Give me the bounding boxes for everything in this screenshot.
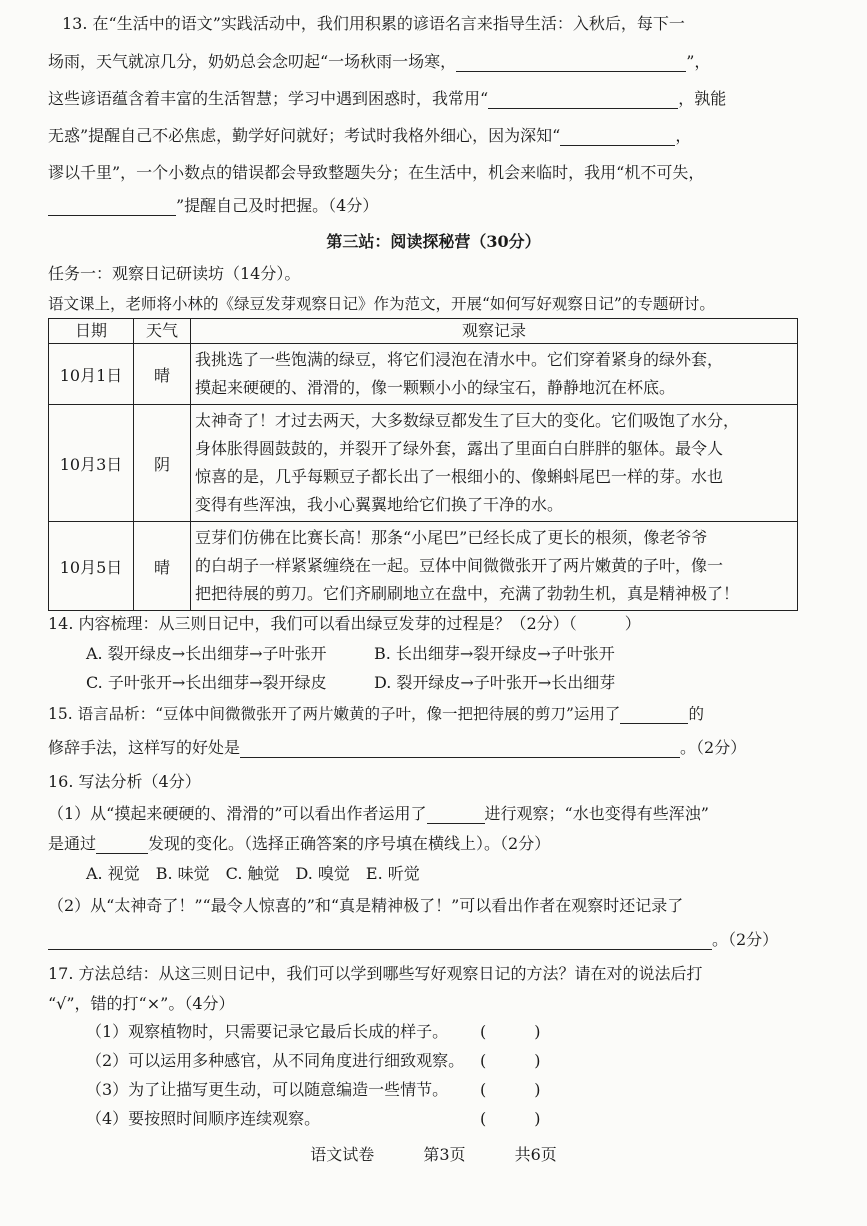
footer-page: 第3页 [423, 1145, 466, 1164]
q13-line5: 谬以千里”，一个小数点的错误都会导致整题失分；在生活中，机会来临时，我用“机不可失， [48, 163, 705, 182]
row-record: 太神奇了！才过去两天，大多数绿豆都发生了巨大的变化。它们吸饱了水分， 身体胀得圆鼓鼓的，并裂开了绿外套，露出了里面白白胖胖的躯体。最令人 惊喜的是，几乎每颗豆子都长出了一根细小的、像蝌蚪尾巴一样的芽。水也 变得有些浑浊，我小心翼翼地给它们换了干净的水。 [191, 405, 798, 522]
footer-subject: 语文试卷 [310, 1145, 375, 1164]
q17-item-1: （1）观察植物时，只需要记录它最后长成的样子。 [86, 1022, 449, 1041]
page-footer [0, 1142, 867, 1165]
q14-option-d[interactable]: D. 裂开绿皮→子叶张开→长出细芽 [374, 673, 616, 692]
footer-total: 共6页 [514, 1145, 557, 1164]
q16-part1-line2: 是通过 发现的变化。（选择正确答案的序号填在横线上）。（2分） [48, 834, 551, 853]
row-record: 豆芽们仿佛在比赛长高！那条“小尾巴”已经长成了更长的根须，像老爷爷 的白胡子一样紧紧缠绕在一起。豆体中间微微张开了两片嫩黄的子叶，像一 把把待展的剪刀。它们齐刷刷地立在盘中，充满了勃勃生机，真是精神极了！ [191, 522, 798, 611]
q13-line2: 场雨，天气就凉几分，奶奶总会念叨起“一场秋雨一场寒， ”， [48, 52, 711, 71]
q13-line3: 这些谚语蕴含着丰富的生活智慧；学习中遇到困惑时，我常用“ ，孰能 [48, 89, 727, 108]
observation-table [48, 318, 798, 611]
q17-answer-2[interactable]: ( ) [480, 1051, 541, 1070]
q13-blank-2[interactable] [488, 92, 678, 109]
q16-part2-answer: 。（2分） [48, 930, 778, 950]
q17-answer-3[interactable]: ( ) [480, 1080, 541, 1099]
q17-line2: “√”，错的打“×”。（4分） [48, 994, 235, 1013]
q14-stem: 14. 内容梳理：从三则日记中，我们可以看出绿豆发芽的过程是？（2分）（ ） [48, 614, 641, 633]
q13-line4: 无惑”提醒自己不必焦虑，勤学好问就好；考试时我格外细心，因为深知“ ， [48, 126, 692, 145]
table-row [49, 522, 798, 611]
table-row [49, 344, 798, 405]
q13-blank-4[interactable] [48, 199, 176, 216]
q17-answer-1[interactable]: ( ) [480, 1022, 541, 1041]
q13-blank-3[interactable] [560, 129, 675, 146]
table-row [49, 405, 798, 522]
task1-title: 任务一：观察日记研读坊（14分）。 [48, 264, 301, 283]
q16-title: 16. 写法分析（4分） [48, 772, 201, 791]
q15-line2: 修辞手法，这样写的好处是 。（2分） [48, 738, 747, 757]
q17-item-2: （2）可以运用多种感官，从不同角度进行细致观察。 [86, 1051, 465, 1070]
row-date: 10月1日 [49, 344, 134, 405]
q13-line6: ”提醒自己及时把握。（4分） [48, 196, 378, 216]
q16-part1-line1: （1）从“摸起来硬硬的、滑滑的”可以看出作者运用了 进行观察；“水也变得有些浑浊” [48, 804, 709, 823]
intro-text: 语文课上，老师将小林的《绿豆发芽观察日记》作为范文，开展“如何写好观察日记”的专题研讨。 [48, 295, 715, 313]
q14-option-c[interactable]: C. 子叶张开→长出细芽→裂开绿皮 [86, 673, 327, 692]
q16-blank-3[interactable] [48, 933, 712, 950]
q13-line1: 13. 在“生活中的语文”实践活动中，我们用积累的谚语名言来指导生活：入秋后，每下一 [62, 14, 685, 33]
header-record: 观察记录 [191, 319, 798, 344]
q17-item-4: （4）要按照时间顺序连续观察。 [86, 1109, 321, 1128]
q17-line1: 17. 方法总结：从这三则日记中，我们可以学到哪些写好观察日记的方法？请在对的说法后打 [48, 964, 703, 983]
table-header-row [49, 319, 798, 344]
row-weather: 晴 [134, 344, 191, 405]
q15-blank-2[interactable] [240, 741, 680, 758]
q17-item-3: （3）为了让描写更生动，可以随意编造一些情节。 [86, 1080, 449, 1099]
q16-options: A. 视觉 B. 味觉 C. 触觉 D. 嗅觉 E. 听觉 [86, 864, 420, 883]
q15-line1: 15. 语言品析：“豆体中间微微张开了两片嫩黄的子叶，像一把把待展的剪刀”运用了 的 [48, 705, 704, 723]
q16-part2: （2）从“太神奇了！”“最令人惊喜的”和“真是精神极了！”可以看出作者在观察时还记录了 [48, 896, 684, 915]
q17-answer-4[interactable]: ( ) [480, 1109, 541, 1128]
row-date: 10月3日 [49, 405, 134, 522]
q16-blank-2[interactable] [96, 837, 148, 854]
q13-blank-1[interactable] [456, 55, 686, 72]
q14-option-b[interactable]: B. 长出细芽→裂开绿皮→子叶张开 [374, 644, 615, 663]
row-date: 10月5日 [49, 522, 134, 611]
section-title: 第三站：阅读探秘营（30分） [326, 232, 541, 251]
row-weather: 晴 [134, 522, 191, 611]
header-date: 日期 [49, 319, 134, 344]
row-weather: 阴 [134, 405, 191, 522]
q16-blank-1[interactable] [427, 807, 485, 824]
row-record: 我挑选了一些饱满的绿豆，将它们浸泡在清水中。它们穿着紧身的绿外套， 摸起来硬硬的、滑滑的，像一颗颗小小的绿宝石，静静地沉在杯底。 [191, 344, 798, 405]
q15-blank-1[interactable] [620, 707, 688, 724]
header-weather: 天气 [134, 319, 191, 344]
q14-option-a[interactable]: A. 裂开绿皮→长出细芽→子叶张开 [86, 644, 327, 663]
